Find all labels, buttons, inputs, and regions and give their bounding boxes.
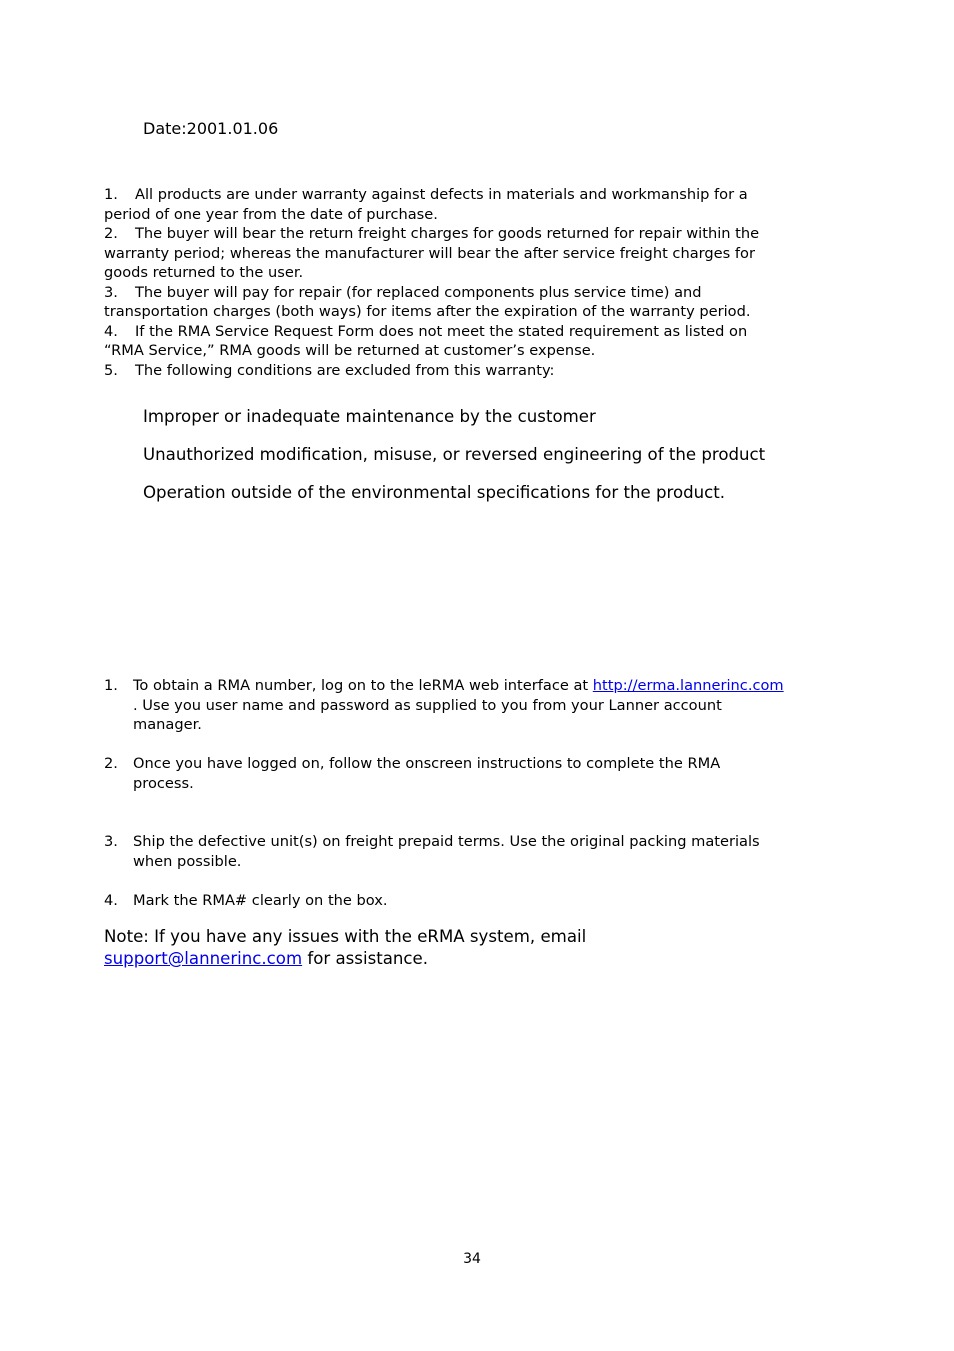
- rma-step-number: 1.: [104, 677, 118, 694]
- rma-step-text: Ship the defective unit(s) on freight prepaid terms. Use the original packing materials when possible.: [133, 833, 760, 870]
- note-text: Note: If you have any issues with the eRMA system, email: [104, 927, 587, 946]
- rma-step-text: Mark the RMA# clearly on the box.: [133, 891, 388, 909]
- warranty-item: [104, 185, 784, 224]
- support-note: [104, 926, 744, 970]
- warranty-item-text: All products are under warranty against defects in materials and workmanship for a period of one year from the date of purchase.: [104, 186, 748, 223]
- rma-step-number: 4.: [104, 891, 118, 909]
- rma-step: [104, 676, 784, 735]
- warranty-exclusions-list: [143, 406, 773, 520]
- rma-steps-list: [104, 676, 784, 910]
- warranty-item-text: The following conditions are excluded from this warranty:: [135, 361, 555, 379]
- warranty-item: [104, 322, 784, 361]
- page-number: 34: [463, 1251, 481, 1267]
- rma-step: [104, 832, 784, 871]
- warranty-item-number: 4.: [104, 322, 118, 340]
- rma-step: [104, 754, 784, 793]
- warranty-terms-list: [104, 185, 784, 380]
- warranty-item: [104, 283, 784, 322]
- rma-step: [104, 891, 784, 911]
- note-text: for assistance.: [307, 949, 429, 968]
- rma-step-text: Once you have logged on, follow the onscreen instructions to complete the RMA process.: [133, 755, 721, 792]
- exclusion-item: Operation outside of the environmental specifications for the product.: [143, 483, 726, 502]
- warranty-item-text: The buyer will bear the return freight charges for goods returned for repair within the warranty period; whereas the manufacturer will bear the after service freight charges for goods returned to the user.: [104, 225, 760, 281]
- warranty-item-number: 3.: [104, 283, 118, 301]
- warranty-item-number: 5.: [104, 361, 118, 379]
- document-date: Date:2001.01.06: [143, 119, 279, 138]
- rma-step-text: . Use you user name and password as supplied to you from your Lanner account manager.: [133, 696, 722, 733]
- warranty-item-text: The buyer will pay for repair (for replaced components plus service time) and transportation charges (both ways) for items after the expiration of the warranty period.: [104, 283, 751, 320]
- exclusion-item: Improper or inadequate maintenance by the customer: [143, 407, 596, 426]
- exclusion-item: Unauthorized modification, misuse, or reversed engineering of the product: [143, 445, 766, 464]
- warranty-item-text: If the RMA Service Request Form does not meet the stated requirement as listed on “RMA Service,” RMA goods will be returned at customer’s expense.: [104, 322, 748, 359]
- warranty-item: [104, 224, 784, 283]
- warranty-item-number: 2.: [104, 225, 118, 242]
- erma-link[interactable]: http://erma.lannerinc.com: [592, 677, 784, 694]
- support-email-link[interactable]: support@lannerinc.com: [104, 949, 303, 968]
- rma-step-number: 3.: [104, 833, 118, 850]
- warranty-item-number: 1.: [104, 186, 118, 203]
- warranty-item: [104, 361, 784, 381]
- rma-step-number: 2.: [104, 755, 118, 772]
- rma-step-text: To obtain a RMA number, log on to the leRMA web interface at: [133, 677, 589, 694]
